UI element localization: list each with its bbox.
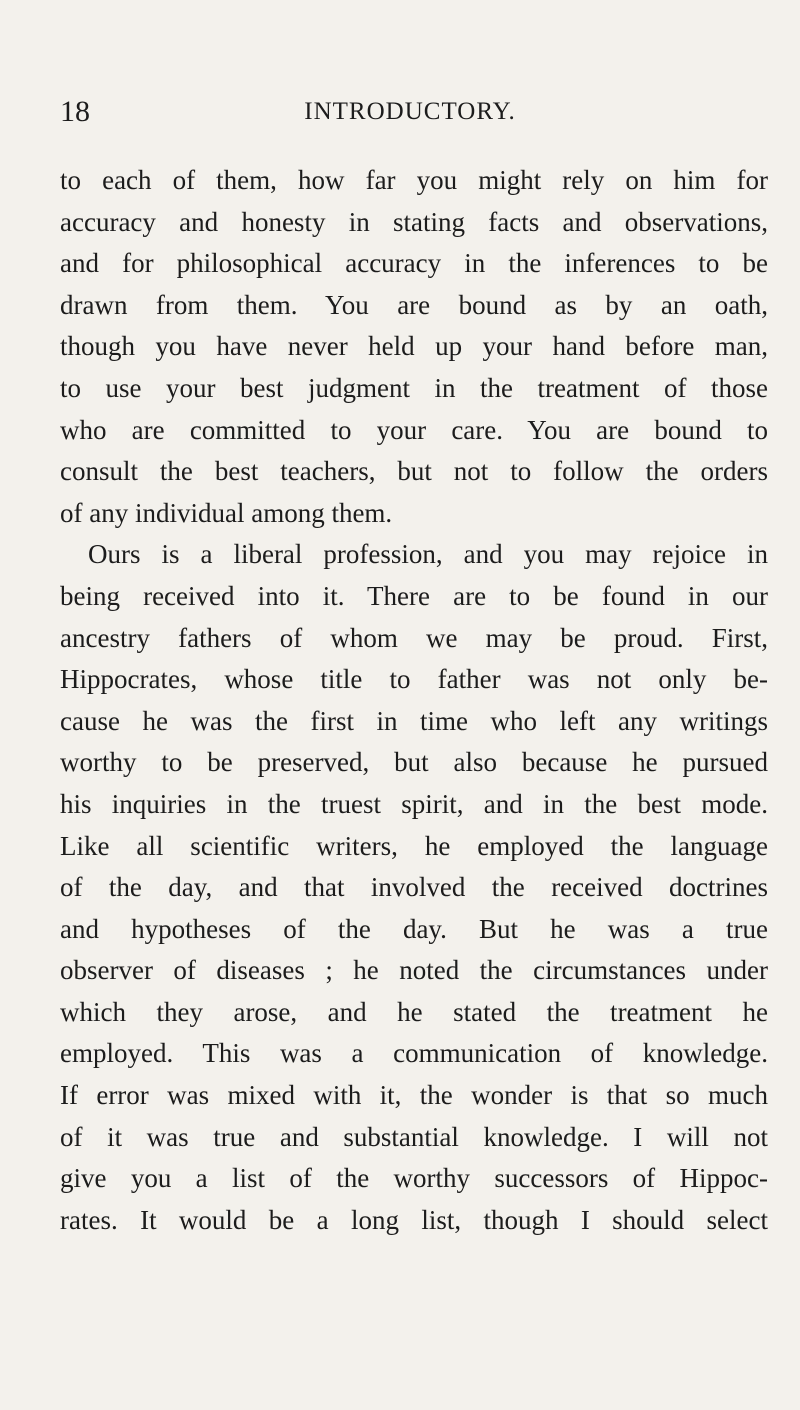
text-line: ancestry fathers of whom we may be proud. First, bbox=[60, 622, 768, 653]
text-line: If error was mixed with it, the wonder is that so much bbox=[60, 1080, 768, 1111]
text-line: cause he was the first in time who left any writings bbox=[60, 705, 768, 736]
text-line: Like all scientific writers, he employed the language bbox=[60, 830, 768, 861]
paragraph-end-line: of any individual among them. bbox=[60, 497, 393, 528]
text-line: worthy to be preserved, but also because he pursued bbox=[60, 747, 768, 778]
text-line: rates. It would be a long list, though I should select bbox=[60, 1204, 768, 1235]
text-line: to use your best judgment in the treatment of those bbox=[60, 372, 768, 403]
page-number: 18 bbox=[60, 95, 90, 128]
text-line: being received into it. There are to be found in our bbox=[60, 580, 768, 611]
text-line: give you a list of the worthy successors of Hippoc- bbox=[60, 1163, 768, 1194]
text-line: accuracy and honesty in stating facts and observations, bbox=[60, 206, 768, 237]
text-line: and for philosophical accuracy in the inferences to be bbox=[60, 248, 768, 279]
text-line: though you have never held up your hand before man, bbox=[60, 331, 768, 362]
text-line: who are committed to your care. You are bound to bbox=[60, 414, 768, 445]
text-line: of it was true and substantial knowledge. I will not bbox=[60, 1121, 768, 1152]
running-head bbox=[60, 92, 760, 132]
text-line: which they arose, and he stated the treatment he bbox=[60, 996, 768, 1027]
body-text bbox=[60, 160, 768, 1241]
text-line: drawn from them. You are bound as by an oath, bbox=[60, 289, 768, 320]
paragraph-start-line: Ours is a liberal profession, and you may rejoice in bbox=[88, 539, 768, 570]
text-line: to each of them, how far you might rely on him for bbox=[60, 165, 768, 195]
text-line: of the day, and that involved the received doctrines bbox=[60, 872, 768, 903]
text-line: employed. This was a communication of knowledge. bbox=[60, 1038, 768, 1069]
text-line: and hypotheses of the day. But he was a true bbox=[60, 913, 768, 944]
text-line: Hippocrates, whose title to father was not only be- bbox=[60, 664, 768, 695]
text-line: observer of diseases ; he noted the circumstances under bbox=[60, 955, 768, 986]
text-line: his inquiries in the truest spirit, and in the best mode. bbox=[60, 788, 768, 819]
running-title: INTRODUCTORY. bbox=[304, 98, 516, 125]
text-line: consult the best teachers, but not to follow the orders bbox=[60, 456, 768, 487]
